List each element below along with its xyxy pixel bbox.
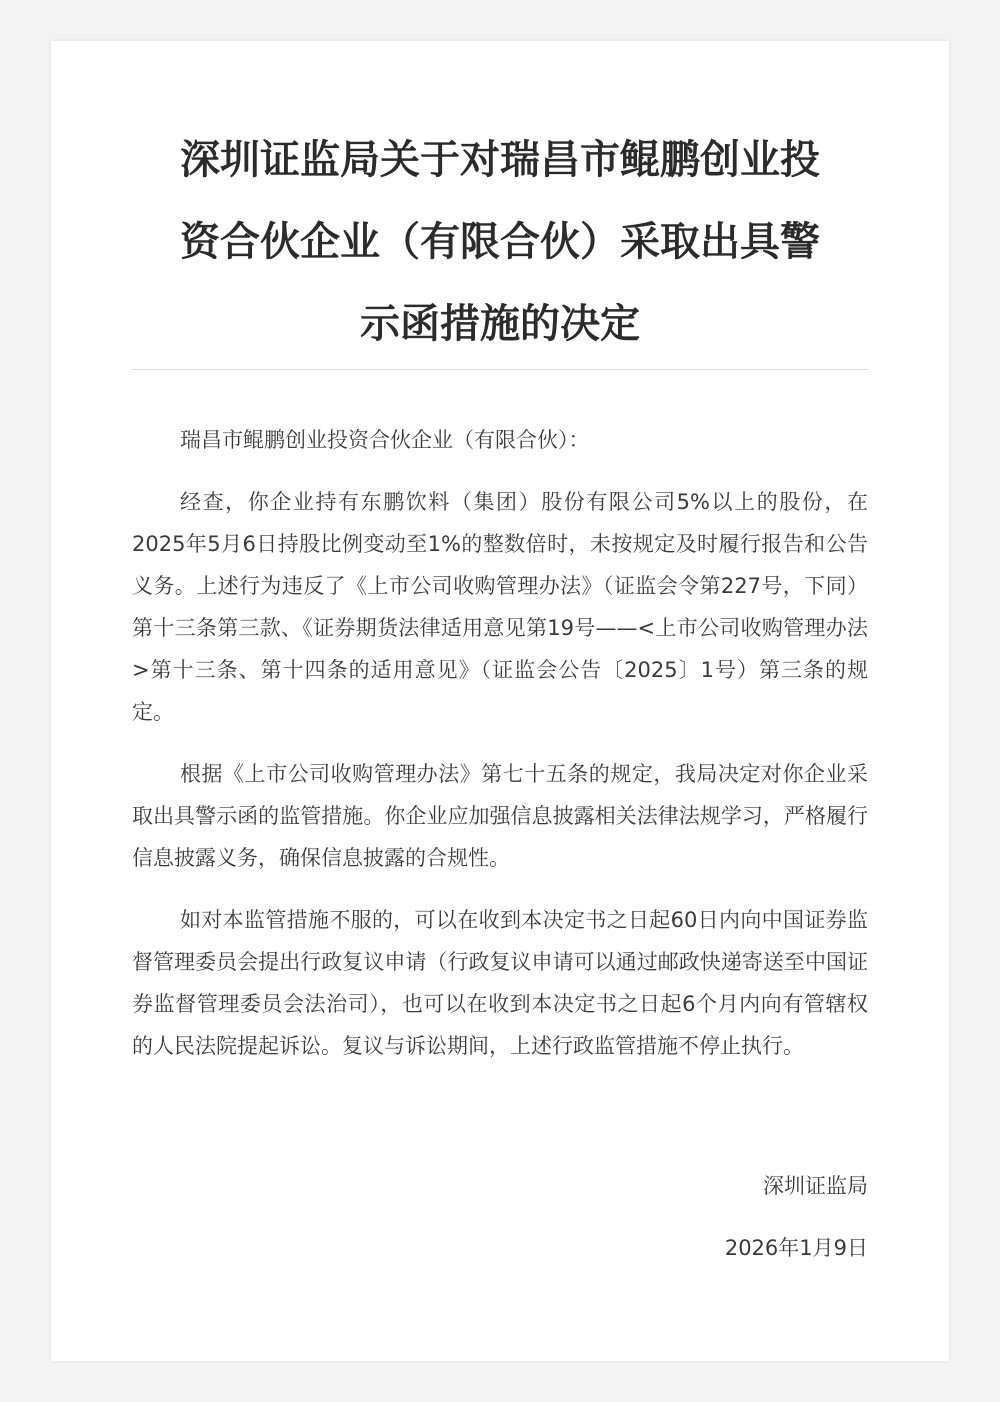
title-line: 深圳证监局关于对瑞昌市鲲鹏创业投	[180, 137, 820, 183]
issuing-authority: 深圳证监局	[763, 1174, 868, 1198]
paragraph-appeal-rights: 如对本监管措施不服的，可以在收到本决定书之日起60日内向中国证券监督管理委员会提出行政复议申请（行政复议申请可以通过邮政快递寄送至中国证券监督管理委员会法治司），也可以在收到本决定书之日起6个月内向有管辖权的人民法院提起诉讼。复议与诉讼期间，上述行政监管措施不停止执行。	[132, 908, 868, 1058]
issue-date: 2026年1月9日	[724, 1236, 868, 1260]
signature-block	[725, 1165, 868, 1269]
title-line: 资合伙企业（有限合伙）采取出具警	[180, 219, 820, 265]
paragraph-decision: 根据《上市公司收购管理办法》第七十五条的规定，我局决定对你企业采取出具警示函的监管措施。你企业应加强信息披露相关法律法规学习，严格履行信息披露义务，确保信息披露的合规性。	[132, 762, 868, 870]
paragraph-findings: 经查，你企业持有东鹏饮料（集团）股份有限公司5%以上的股份，在2025年5月6日持股比例变动至1%的整数倍时，未按规定及时履行报告和公告义务。上述行为违反了《上市公司收购管理办法》（证监会令第227号，下同）第十三条第三款、《证券期货法律适用意见第19号——<上市公司收购管理办法>第十三条、第十四条的适用意见》（证监会公告〔2025〕1号）第三条的规定。	[132, 490, 868, 724]
document-body	[132, 419, 868, 1087]
document-page	[51, 41, 949, 1361]
document-title	[132, 119, 868, 365]
title-divider	[132, 369, 868, 370]
salutation: 瑞昌市鲲鹏创业投资合伙企业（有限合伙）：	[180, 428, 590, 452]
title-line: 示函措施的决定	[360, 301, 640, 347]
